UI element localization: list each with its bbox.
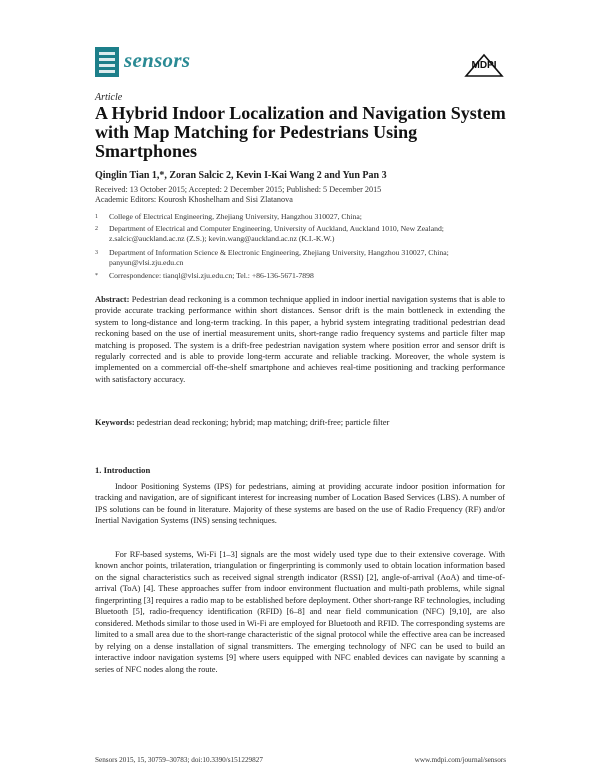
body-paragraph: For RF-based systems, Wi-Fi [1–3] signals are the most widely used type due to their extensive coverage. With known anchor points, trilateration, triangulation or fingerprinting is commonly used to obtain location information based on the signal characteristics such as received signal strength indicator (RSSI) [2], angle-of-arrival (AoA) and time-of-arrival (ToA) [4]. These approaches suffer from indoor environment fluctuation and multi-path problems, while signal fingerprinting [3] requires a radio map to be established before deployment. Other short-range RF technologies, including Bluetooth [5], radio-frequency identification (RFID) [6–8] and near field communication (NFC) [9,10], are also considered. Methods similar to those used in Wi-Fi are employed for Bluetooth and RFID. The corresponding systems are limited to a small area due to the short-range characteristic of the signal protocol while the effective area can be increased by relying on a dense installation of signal transmitters. The emerging technology of NFC can be used to build an interactive indoor navigation systems [9] where users equipped with NFC enabled devices can navigate by scanning a series of NFC nodes along the route. [95, 550, 505, 674]
correspondence-text: Correspondence: tianql@vlsi.zju.edu.cn; Tel.: +86-136-5671-7898 [109, 271, 314, 280]
affiliation-text: Department of Electrical and Computer Engineering, University of Auckland, Auckland 1010, New Zealand; z.salcic@auckland.ac.nz (Z.S.); kevin.wang@auckland.ac.nz (K.I.-K.W.) [109, 224, 444, 244]
affiliation-number: 3 [95, 250, 98, 256]
publication-dates: Received: 13 October 2015; Accepted: 2 December 2015; Published: 5 December 2015 [95, 185, 382, 194]
keywords [95, 417, 505, 428]
abstract [95, 294, 505, 385]
affiliation-item [95, 248, 515, 269]
affiliation-item [95, 271, 515, 281]
journal-name[interactable]: sensors [124, 48, 191, 72]
journal-url[interactable]: www.mdpi.com/journal/sensors [414, 756, 506, 764]
keywords-label: Keywords: [95, 417, 135, 427]
affiliation-number: * [95, 273, 98, 279]
affiliation-text: Department of Information Science & Electronic Engineering, Zhejiang University, Hangzhou 310027, China; panyun@vlsi.zju.edu.cn [109, 248, 449, 268]
article-title: A Hybrid Indoor Localization and Navigation System with Map Matching for Pedestrians Using Smartphones [95, 103, 506, 161]
journal-logo-icon [95, 47, 119, 77]
affiliation-number: 1 [95, 214, 98, 220]
abstract-text: Pedestrian dead reckoning is a common technique applied in indoor inertial navigation systems that is able to provide accurate tracking performance within short distances. Sensor drift is the main bottleneck in extending the system to long-distance and long-term tracking. In this paper, a hybrid system integrating traditional pedestrian dead reckoning based on the use of inertial measurement units, short-range radio frequency systems and particle filter map matching is proposed. The system is a drift-free pedestrian navigation system where position error and sensor drift is regularly corrected and is able to provide long-term accurate and reliable tracking. Moreover, the whole system is implemented on a commercial off-the-shelf smartphone and achieves real-time positioning and tracking performance with satisfactory accuracy. [95, 294, 505, 384]
abstract-label: Abstract: [95, 294, 130, 304]
keywords-text: pedestrian dead reckoning; hybrid; map matching; drift-free; particle filter [136, 417, 390, 427]
author-list: Qinglin Tian 1,*, Zoran Salcic 2, Kevin I-Kai Wang 2 and Yun Pan 3 [95, 170, 387, 181]
citation-footer: Sensors 2015, 15, 30759–30783; doi:10.3390/s151229827 [95, 756, 263, 764]
body-paragraph: Indoor Positioning Systems (IPS) for pedestrians, aiming at providing accurate indoor position information for tracking and navigation, are of significant interest for increasing number of Location Based Services (LBS). A number of IPS solutions can be found in literature. Majority of these systems are based on the use of Radio Frequency (RF) and/or Inertial Navigation Systems (INS) sensing techniques. [95, 482, 505, 526]
affiliation-item [95, 212, 515, 222]
article-type-label: Article [95, 92, 123, 103]
affiliation-item [95, 224, 515, 245]
mdpi-logo[interactable] [463, 52, 505, 80]
section-heading: 1. Introduction [95, 465, 151, 475]
affiliation-number: 2 [95, 226, 98, 232]
affiliation-text: College of Electrical Engineering, Zhejiang University, Hangzhou 310027, China; [109, 212, 362, 221]
publisher-logo-text: MDPI [471, 60, 497, 71]
academic-editors: Academic Editors: Kourosh Khoshelham and Sisi Zlatanova [95, 195, 293, 204]
